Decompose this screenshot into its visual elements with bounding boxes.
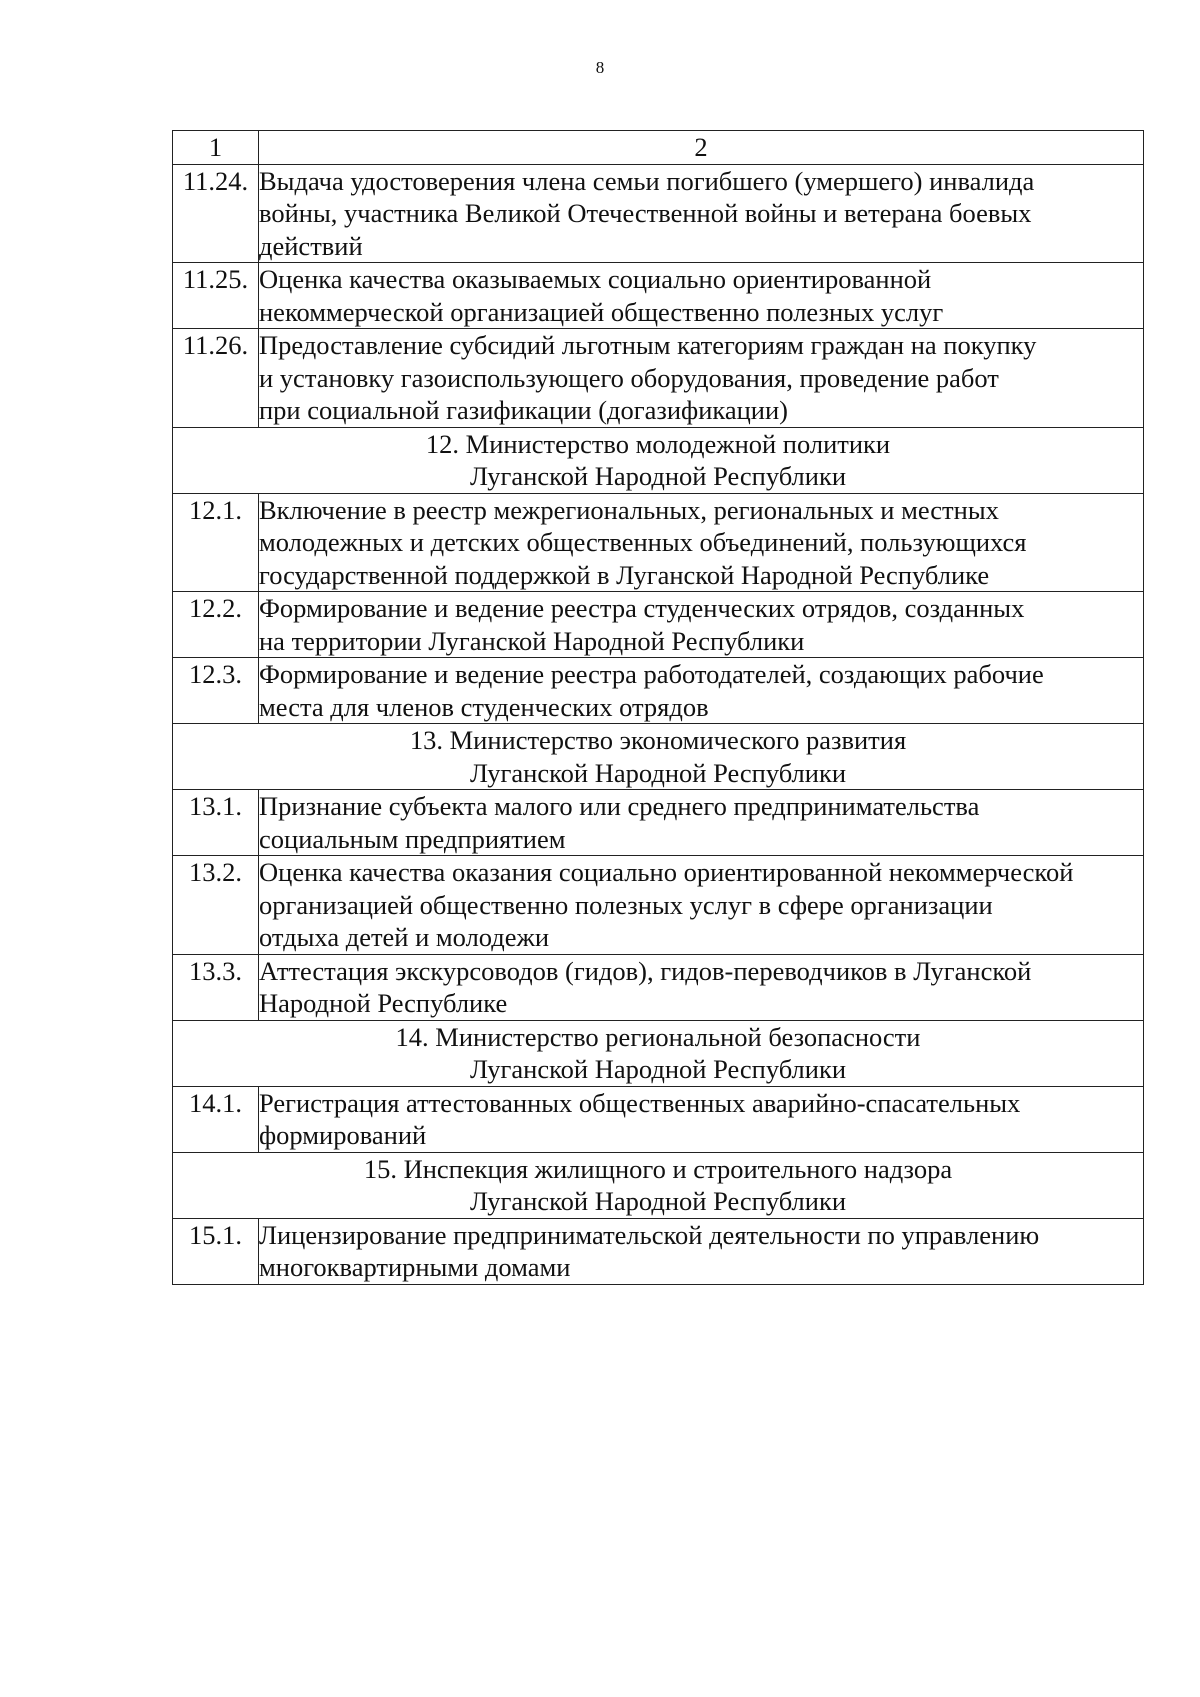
service-name-line: формирований: [259, 1120, 427, 1150]
service-name: [259, 1086, 1144, 1152]
service-name-line: многоквартирными домами: [259, 1252, 571, 1282]
service-name-line: Признание субъекта малого или среднего предпринимательства: [259, 791, 980, 821]
service-name: [259, 790, 1144, 856]
section-header-row: [173, 1020, 1144, 1086]
service-name-line: организацией общественно полезных услуг в сфере организации: [259, 889, 993, 920]
service-name: [259, 658, 1144, 724]
section-header-row: [173, 1152, 1144, 1218]
service-name: [259, 263, 1144, 329]
section-title-line: 13. Министерство экономического развития: [409, 725, 907, 755]
service-name-line: Оценка качества оказываемых социально ориентированной: [259, 264, 932, 294]
item-number: 15.1.: [173, 1218, 259, 1284]
item-number: 12.1.: [173, 493, 259, 592]
service-name-line: государственной поддержкой в Луганской Народной Республике: [259, 559, 990, 590]
service-name-line: места для членов студенческих отрядов: [259, 691, 709, 722]
service-name-line: при социальной газификации (догазификации): [259, 395, 788, 425]
service-name: [259, 954, 1144, 1020]
section-title-line: Луганской Народной Республики: [469, 461, 847, 491]
section-title-line: 12. Министерство молодежной политики: [425, 428, 891, 459]
service-name-line: Предоставление субсидий льготным категориям граждан на покупку: [259, 330, 1037, 360]
service-name-line: Оценка качества оказания социально ориентированной некоммерческой: [259, 857, 1074, 887]
item-number: 13.3.: [173, 954, 259, 1020]
item-number: 12.2.: [173, 592, 259, 658]
column-header-1: 1: [173, 131, 259, 165]
item-number: 11.24.: [173, 164, 259, 263]
service-name: [259, 164, 1144, 263]
item-number: 13.2.: [173, 856, 259, 955]
service-name: [259, 592, 1144, 658]
table-row: [173, 856, 1144, 955]
item-number: 14.1.: [173, 1086, 259, 1152]
service-name-line: и установку газоиспользующего оборудования, проведение работ: [259, 362, 999, 393]
services-table: [172, 130, 1144, 1285]
service-name-line: войны, участника Великой Отечественной войны и ветерана боевых: [259, 198, 1032, 228]
section-title-line: Луганской Народной Республики: [469, 757, 847, 788]
table-row: [173, 592, 1144, 658]
section-title-line: Луганской Народной Республики: [469, 1186, 847, 1216]
table-row: [173, 329, 1144, 428]
service-name-line: Формирование и ведение реестра студенческих отрядов, созданных: [259, 593, 1025, 623]
section-header-row: [173, 724, 1144, 790]
table-row: [173, 164, 1144, 263]
service-name-line: Формирование и ведение реестра работодателей, создающих рабочие: [259, 659, 1044, 689]
table-row: [173, 263, 1144, 329]
service-name-line: Народной Республике: [259, 988, 508, 1018]
page-number: 8: [595, 58, 605, 77]
table-row: [173, 493, 1144, 592]
service-name-line: Аттестация экскурсоводов (гидов), гидов-переводчиков в Луганской: [259, 955, 1032, 986]
section-title: [173, 1152, 1144, 1218]
service-name-line: на территории Луганской Народной Республики: [259, 625, 805, 656]
section-title: [173, 724, 1144, 790]
service-name-line: Выдача удостоверения члена семьи погибшего (умершего) инвалида: [259, 165, 1035, 196]
section-title: [173, 427, 1144, 493]
item-number: 11.25.: [173, 263, 259, 329]
service-name-line: Регистрация аттестованных общественных аварийно-спасательных: [259, 1087, 1021, 1118]
table-body: [173, 131, 1144, 1285]
table-row: [173, 954, 1144, 1020]
service-name: [259, 493, 1144, 592]
table-row: [173, 1086, 1144, 1152]
service-name-line: Лицензирование предпринимательской деятельности по управлению: [259, 1219, 1040, 1250]
section-title: [173, 1020, 1144, 1086]
item-number: 11.26.: [173, 329, 259, 428]
service-name-line: социальным предприятием: [259, 823, 566, 854]
table-row: [173, 658, 1144, 724]
service-name-line: Включение в реестр межрегиональных, региональных и местных: [259, 494, 999, 525]
section-title-line: 14. Министерство региональной безопасности: [395, 1021, 921, 1052]
service-name-line: некоммерческой организацией общественно полезных услуг: [259, 296, 944, 327]
section-header-row: [173, 427, 1144, 493]
column-header-2: 2: [259, 131, 1144, 165]
service-name-line: отдыха детей и молодежи: [259, 922, 550, 952]
service-name: [259, 329, 1144, 428]
service-name-line: действий: [259, 230, 363, 261]
item-number: 12.3.: [173, 658, 259, 724]
service-name-line: молодежных и детских общественных объединений, пользующихся: [259, 527, 1027, 557]
section-title-line: Луганской Народной Республики: [469, 1054, 847, 1084]
item-number: 13.1.: [173, 790, 259, 856]
service-name: [259, 1218, 1144, 1284]
service-name: [259, 856, 1144, 955]
table-row: [173, 1218, 1144, 1284]
table-header-row: [173, 131, 1144, 165]
table-row: [173, 790, 1144, 856]
section-title-line: 15. Инспекция жилищного и строительного надзора: [363, 1153, 953, 1184]
